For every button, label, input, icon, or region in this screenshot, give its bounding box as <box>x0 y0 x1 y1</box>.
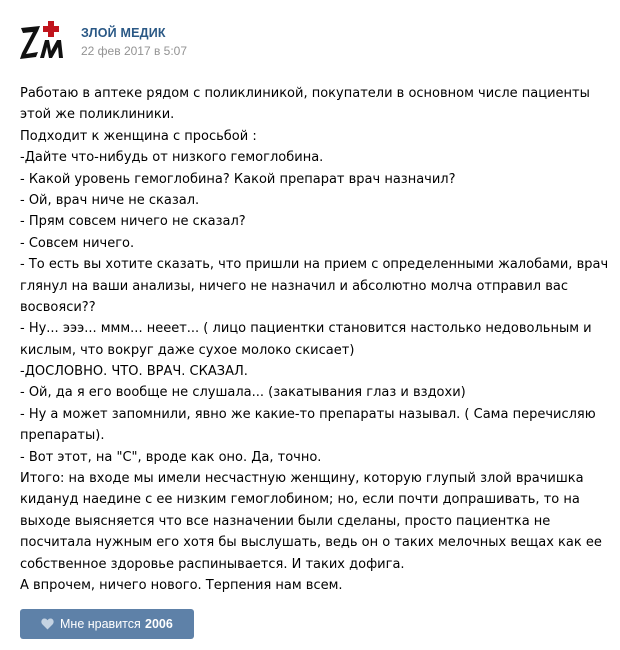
post-text-line: посчитала нужным его хотя бы выслушать, ведь он о таких мелочных вещах как ее <box>20 535 602 551</box>
post-text-line: кислым, что вокруг даже сухое молоко скисает) <box>20 342 355 358</box>
post-text-line: - Прям совсем ничего не сказал? <box>20 214 246 230</box>
post-text-line: выходе выясняется что все назначении были сделаны, просто пациентка не <box>20 513 551 529</box>
post-header <box>18 18 598 68</box>
post-text <box>20 83 609 596</box>
post-text-line: Работаю в аптеке рядом с поликлиникой, покупатели в основном числе пациенты <box>20 86 590 101</box>
post-text-line: кидануд наедине с ее низким гемоглобином; но, если почти допрашивать, то на <box>20 492 580 508</box>
post-text-line: - Ой, да я его вообще не слушала... (закатывания глаз и вздохи) <box>20 385 466 401</box>
post-text-line: - То есть вы хотите сказать, что пришли на прием с определенными жалобами, врач <box>20 257 609 273</box>
post-text-line: - Ой, врач ниче не сказал. <box>20 192 200 208</box>
post-text-line: - Совсем ничего. <box>20 235 135 251</box>
post-text-line: - Ну а может запомнили, явно же какие-то препараты называл. ( Сама перечисляю <box>20 406 596 422</box>
post-text-line: - Какой уровень гемоглобина? Какой препарат врач назначил? <box>20 171 456 187</box>
author-avatar[interactable] <box>18 18 68 66</box>
author-name[interactable]: ЗЛОЙ МЕДИК <box>81 26 166 40</box>
post-text-line: А впрочем, ничего нового. Терпения нам всем. <box>20 577 343 593</box>
post-text-line: -ДОСЛОВНО. ЧТО. ВРАЧ. СКАЗАЛ. <box>20 364 248 380</box>
post-text-line: этой же поликлиники. <box>20 107 175 123</box>
post-text-line: Итого: на входе мы имели несчастную женщину, которую глупый злой врачишка <box>20 471 584 487</box>
post-text-line: восвояси?? <box>20 299 96 315</box>
post-date[interactable]: 22 фев 2017 в 5:07 <box>81 44 188 58</box>
post-text-line: собственное здоровье распинывается. И таких дофига. <box>20 556 405 572</box>
post-text-line: - Вот этот, на "С", вроде как оно. Да, точно. <box>20 449 322 465</box>
post-text-line: - Ну... эээ... ммм... нееет... ( лицо пациентки становится настолько недовольным и <box>20 321 592 337</box>
like-button[interactable] <box>20 609 194 639</box>
like-count: 2006 <box>145 617 173 631</box>
like-label: Мне нравится <box>60 617 141 631</box>
post-text-line: -Дайте что-нибудь от низкого гемоглобина. <box>20 150 324 166</box>
post-text-line: глянул на ваши анализы, ничего не назначил и абсолютно молча отправил вас <box>20 278 569 294</box>
zm-logo-icon <box>18 18 68 66</box>
post-text-line: Подходит к женщина с просьбой : <box>20 128 257 144</box>
heart-icon <box>41 618 54 630</box>
post-text-line: препараты). <box>20 428 105 444</box>
